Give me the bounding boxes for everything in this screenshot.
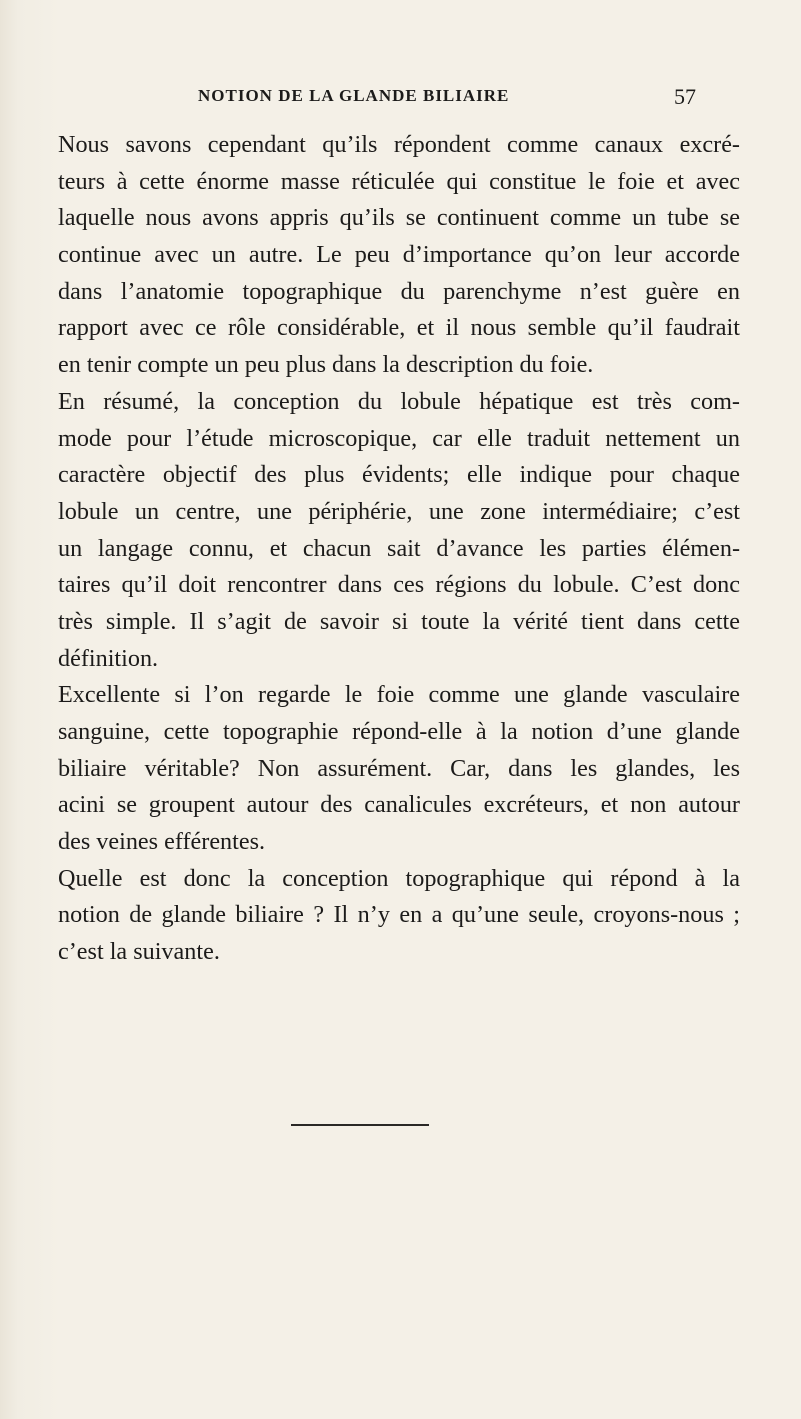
text-line: laquelle nous avons appris qu’ils se continuent comme un tube se bbox=[58, 204, 740, 232]
text-line: Quelle est donc la conception topographique qui répond à la bbox=[58, 864, 740, 892]
running-head bbox=[0, 84, 801, 114]
text-line: taires qu’il doit rencontrer dans ces régions du lobule. C’est donc bbox=[58, 571, 740, 599]
text-line: des veines efférentes. bbox=[58, 828, 266, 856]
text-line: dans l’anatomie topographique du parenchyme n’est guère en bbox=[58, 277, 740, 305]
text-line: notion de glande biliaire ? Il n’y en a qu’une seule, croyons-nous ; bbox=[58, 901, 740, 929]
text-line: acini se groupent autour des canalicules excréteurs, et non autour bbox=[58, 791, 740, 819]
section-end-rule bbox=[291, 1124, 429, 1126]
text-line: lobule un centre, une périphérie, une zone intermédiaire; c’est bbox=[58, 497, 740, 525]
text-line: En résumé, la conception du lobule hépatique est très com- bbox=[58, 387, 740, 415]
text-line: mode pour l’étude microscopique, car elle traduit nettement un bbox=[58, 424, 740, 452]
body-text bbox=[58, 127, 740, 971]
text-line: continue avec un autre. Le peu d’importance qu’on leur accorde bbox=[58, 241, 740, 269]
text-line: Nous savons cependant qu’ils répondent comme canaux excré- bbox=[58, 131, 740, 158]
text-line: sanguine, cette topographie répond-elle à la notion d’une glande bbox=[58, 718, 740, 745]
text-line: définition. bbox=[58, 644, 159, 672]
text-line: en tenir compte un peu plus dans la description du foie. bbox=[58, 351, 594, 379]
paragraph bbox=[58, 861, 740, 971]
paragraph bbox=[58, 384, 740, 678]
text-line: Excellente si l’on regarde le foie comme une glande vasculaire bbox=[58, 681, 740, 709]
paragraph bbox=[58, 677, 740, 860]
text-line: c’est la suivante. bbox=[58, 938, 220, 966]
text-line: caractère objectif des plus évidents; elle indique pour chaque bbox=[58, 461, 740, 489]
paragraph bbox=[58, 127, 740, 384]
text-line: un langage connu, et chacun sait d’avance les parties élémen- bbox=[58, 534, 740, 562]
page-number: 57 bbox=[674, 84, 696, 109]
text-line: très simple. Il s’agit de savoir si toute la vérité tient dans cette bbox=[58, 607, 740, 635]
running-title: NOTION DE LA GLANDE BILIAIRE bbox=[198, 86, 510, 105]
text-line: teurs à cette énorme masse réticulée qui constitue le foie et avec bbox=[58, 167, 740, 195]
text-line: rapport avec ce rôle considérable, et il nous semble qu’il faudrait bbox=[58, 314, 740, 342]
text-line: biliaire véritable? Non assurément. Car, dans les glandes, les bbox=[58, 754, 740, 782]
